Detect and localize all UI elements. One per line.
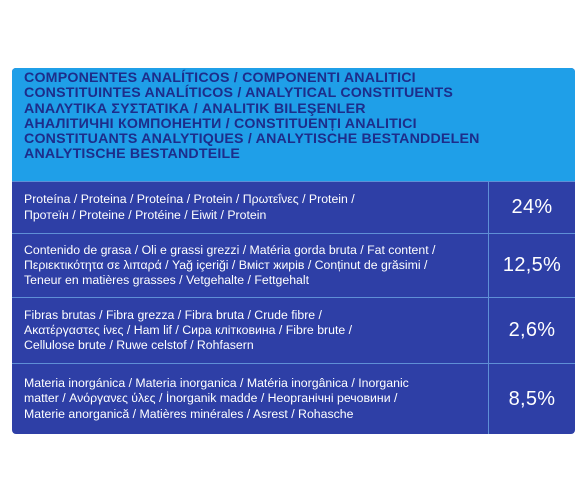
analytical-constituents-table: [12, 68, 575, 434]
label-line: Materie anorganică / Matières minérales / Asrest / Rohasche: [24, 406, 354, 421]
row-value: 2,6%: [508, 319, 556, 341]
header-line: COMPONENTES ANALÍTICOS / COMPONENTI ANALITICI: [24, 70, 416, 86]
row-label: [24, 298, 490, 363]
label-line: Proteína / Proteina / Proteína / Protein / Πρωτεΐνες / Protein /: [24, 192, 355, 207]
header-line: CONSTITUANTS ANALYTIQUES / ANALYTISCHE BESTANDDELEN: [24, 131, 480, 148]
label-line: Ακατέργαστες ίνες / Ham lif / Сира клітковина / Fibre brute /: [24, 322, 353, 337]
label-line: Περιεκτικότητα σε λιπαρά / Yağ içeriği / Вміст жирів / Conținut de grăsimi /: [24, 257, 428, 272]
row-label: [24, 182, 490, 233]
header-line: CONSTITUINTES ANALÍTICOS / ANALYTICAL CONSTITUENTS: [24, 85, 454, 102]
label-line: Materia inorgánica / Materia inorganica / Matéria inorgânica / Inorganic: [24, 376, 409, 391]
label-line: Протеїн / Proteine / Protéine / Eiwit / Protein: [24, 207, 267, 222]
row-label: [24, 234, 490, 297]
row-value: 24%: [511, 196, 553, 218]
table-row-fibre: [12, 297, 575, 363]
row-value: 12,5%: [502, 254, 562, 276]
label-line: Cellulose brute / Ruwe celstof / Rohfasern: [24, 338, 254, 353]
table-row-protein: [12, 181, 575, 233]
header-line: ΑΝΑΛΥΤΙΚΑ ΣΥΣΤΑΤΙΚΑ / ANALITIK BILEŞENLER: [24, 100, 366, 117]
row-label: [24, 364, 490, 434]
header-line: ANALYTISCHE BESTANDTEILE: [24, 146, 241, 163]
row-value: 8,5%: [508, 387, 556, 410]
header-line: АНАЛІТИЧНІ КОМПОНЕНТИ / CONSTITUENȚI ANALITICI: [24, 115, 417, 132]
label-line: Contenido de grasa / Oli e grassi grezzi / Matéria gorda bruta / Fat content /: [24, 242, 436, 257]
table-row-fat: [12, 233, 575, 297]
table-row-ash: [12, 363, 575, 434]
label-line: Teneur en matières grasses / Vetgehalte / Fettgehalt: [24, 273, 310, 288]
table-header: [12, 68, 575, 181]
label-line: Fibras brutas / Fibra grezza / Fibra bruta / Crude fibre /: [24, 307, 322, 322]
label-line: matter / Ανόργανες ύλες / İnorganik madde / Неорганічні речовини /: [24, 391, 398, 406]
